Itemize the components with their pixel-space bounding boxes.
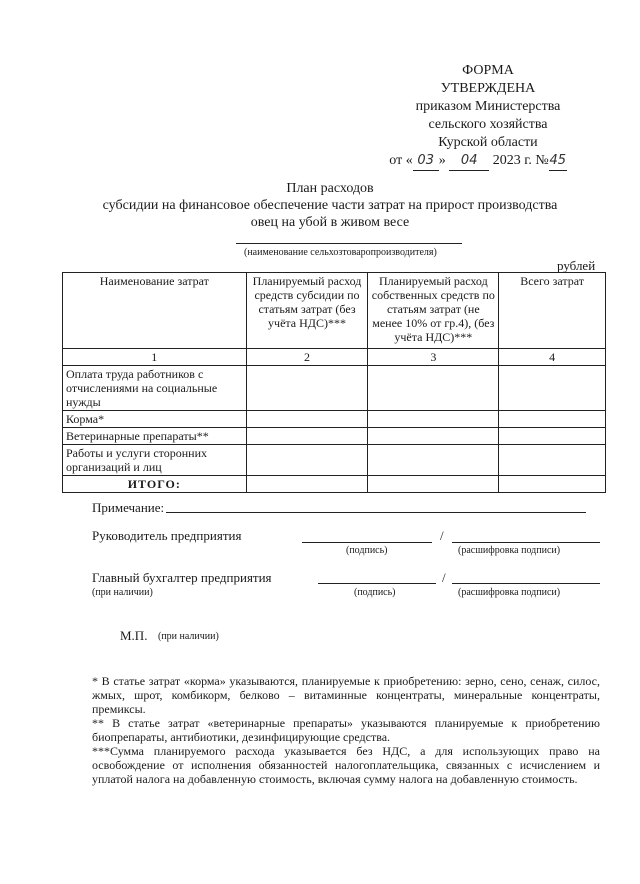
- header-cell: Наименование затрат: [63, 273, 247, 349]
- date-month-field[interactable]: 04: [449, 152, 489, 171]
- date-day-field[interactable]: 03: [413, 152, 439, 171]
- note-field[interactable]: [166, 512, 586, 513]
- table-row: [63, 428, 606, 445]
- cost-item: Ветеринарные препараты**: [63, 428, 247, 445]
- own-funds-total-cell[interactable]: [368, 476, 499, 493]
- date-prefix: от «: [389, 153, 413, 168]
- column-number-row: [63, 349, 606, 366]
- col-number: 3: [368, 349, 499, 366]
- date-year: 2023 г. №: [492, 153, 549, 168]
- seal-if-any: (при наличии): [158, 631, 219, 642]
- header-cell: Всего затрат: [499, 273, 606, 349]
- note-label: Примечание:: [92, 500, 165, 515]
- plan-title: [60, 180, 600, 231]
- order-date-line: [378, 152, 578, 171]
- decoding-caption: (расшифровка подписи): [458, 587, 561, 598]
- own-funds-cell[interactable]: [368, 428, 499, 445]
- slash: /: [442, 570, 446, 585]
- cost-item: Корма*: [63, 411, 247, 428]
- total-label: ИТОГО:: [63, 476, 247, 493]
- currency-label: рублей: [557, 258, 596, 273]
- date-mid: »: [438, 153, 446, 168]
- total-cell[interactable]: [499, 445, 606, 476]
- header-cell: Планируемый расход средств субсидии по статьям затрат (без учёта НДС)***: [246, 273, 368, 349]
- producer-caption: (наименование сельхозтоваропроизводителя): [244, 247, 437, 258]
- col-number: 2: [246, 349, 368, 366]
- agriculture-line: сельского хозяйства: [428, 117, 548, 132]
- signature-caption: (подпись): [354, 587, 396, 598]
- approval-block: [389, 62, 578, 171]
- total-row: [63, 476, 606, 493]
- subsidy-total-cell[interactable]: [246, 476, 368, 493]
- director-label: Руководитель предприятия: [92, 528, 242, 543]
- footnote-vat: ***Сумма планируемого расхода указывается без НДС, а для использующих право на освобождение от исполнения обязанностей налогоплательщика, связанных с исчислением и уплатой налога на добавленную стоимость, включая сумму налога на добавленную стоимость.: [92, 744, 600, 786]
- col-number: 4: [499, 349, 606, 366]
- footnotes: [92, 674, 600, 786]
- signature-caption: (подпись): [346, 545, 388, 556]
- subsidy-cell[interactable]: [246, 366, 368, 411]
- title-line-3: овец на убой в живом весе: [250, 215, 410, 230]
- slash: /: [440, 528, 444, 543]
- cost-item: Оплата труда работников с отчислениями на социальные нужды: [63, 366, 247, 411]
- accountant-if-any: (при наличии): [92, 587, 153, 598]
- accountant-decoding-field[interactable]: [452, 583, 600, 584]
- form-label: ФОРМА: [462, 63, 514, 78]
- title-line-1: План расходов: [286, 181, 374, 196]
- total-cell[interactable]: [499, 411, 606, 428]
- region-line: Курской области: [438, 135, 538, 150]
- director-signature-field[interactable]: [302, 542, 432, 543]
- budget-table: [62, 272, 606, 493]
- order-number-field[interactable]: 45: [549, 152, 567, 171]
- footnote-feed: * В статье затрат «корма» указываются, планируемые к приобретению: зерно, сено, сенаж, силос, жмых, шрот, комбикорм, белково – витаминные концентраты, минеральные концентраты, премиксы.: [92, 674, 600, 716]
- grand-total-cell[interactable]: [499, 476, 606, 493]
- approved-label: УТВЕРЖДЕНА: [440, 81, 536, 96]
- cost-item: Работы и услуги сторонних организаций и лиц: [63, 445, 247, 476]
- footnote-veterinary: ** В статье затрат «ветеринарные препараты» указываются планируемые к приобретению биопрепараты, антибиотики, дезинфицирующие средства.: [92, 716, 600, 744]
- own-funds-cell[interactable]: [368, 366, 499, 411]
- producer-name-field[interactable]: [236, 243, 462, 244]
- table-header-row: [63, 273, 606, 349]
- subsidy-cell[interactable]: [246, 428, 368, 445]
- accountant-signature-field[interactable]: [318, 583, 436, 584]
- subsidy-cell[interactable]: [246, 411, 368, 428]
- table-row: [63, 411, 606, 428]
- subsidy-cell[interactable]: [246, 445, 368, 476]
- ministry-line: приказом Министерства: [415, 99, 561, 114]
- table-row: [63, 445, 606, 476]
- decoding-caption: (расшифровка подписи): [458, 545, 561, 556]
- seal-label: М.П.: [120, 628, 148, 643]
- own-funds-cell[interactable]: [368, 445, 499, 476]
- own-funds-cell[interactable]: [368, 411, 499, 428]
- accountant-label: Главный бухгалтер предприятия: [92, 570, 272, 585]
- title-line-2: субсидии на финансовое обеспечение части затрат на прирост производства: [102, 198, 558, 213]
- total-cell[interactable]: [499, 428, 606, 445]
- total-cell[interactable]: [499, 366, 606, 411]
- header-cell: Планируемый расход собственных средств по статьям затрат (не менее 10% от гр.4), (без учёта НДС)***: [368, 273, 499, 349]
- col-number: 1: [63, 349, 247, 366]
- table-row: [63, 366, 606, 411]
- director-decoding-field[interactable]: [452, 542, 600, 543]
